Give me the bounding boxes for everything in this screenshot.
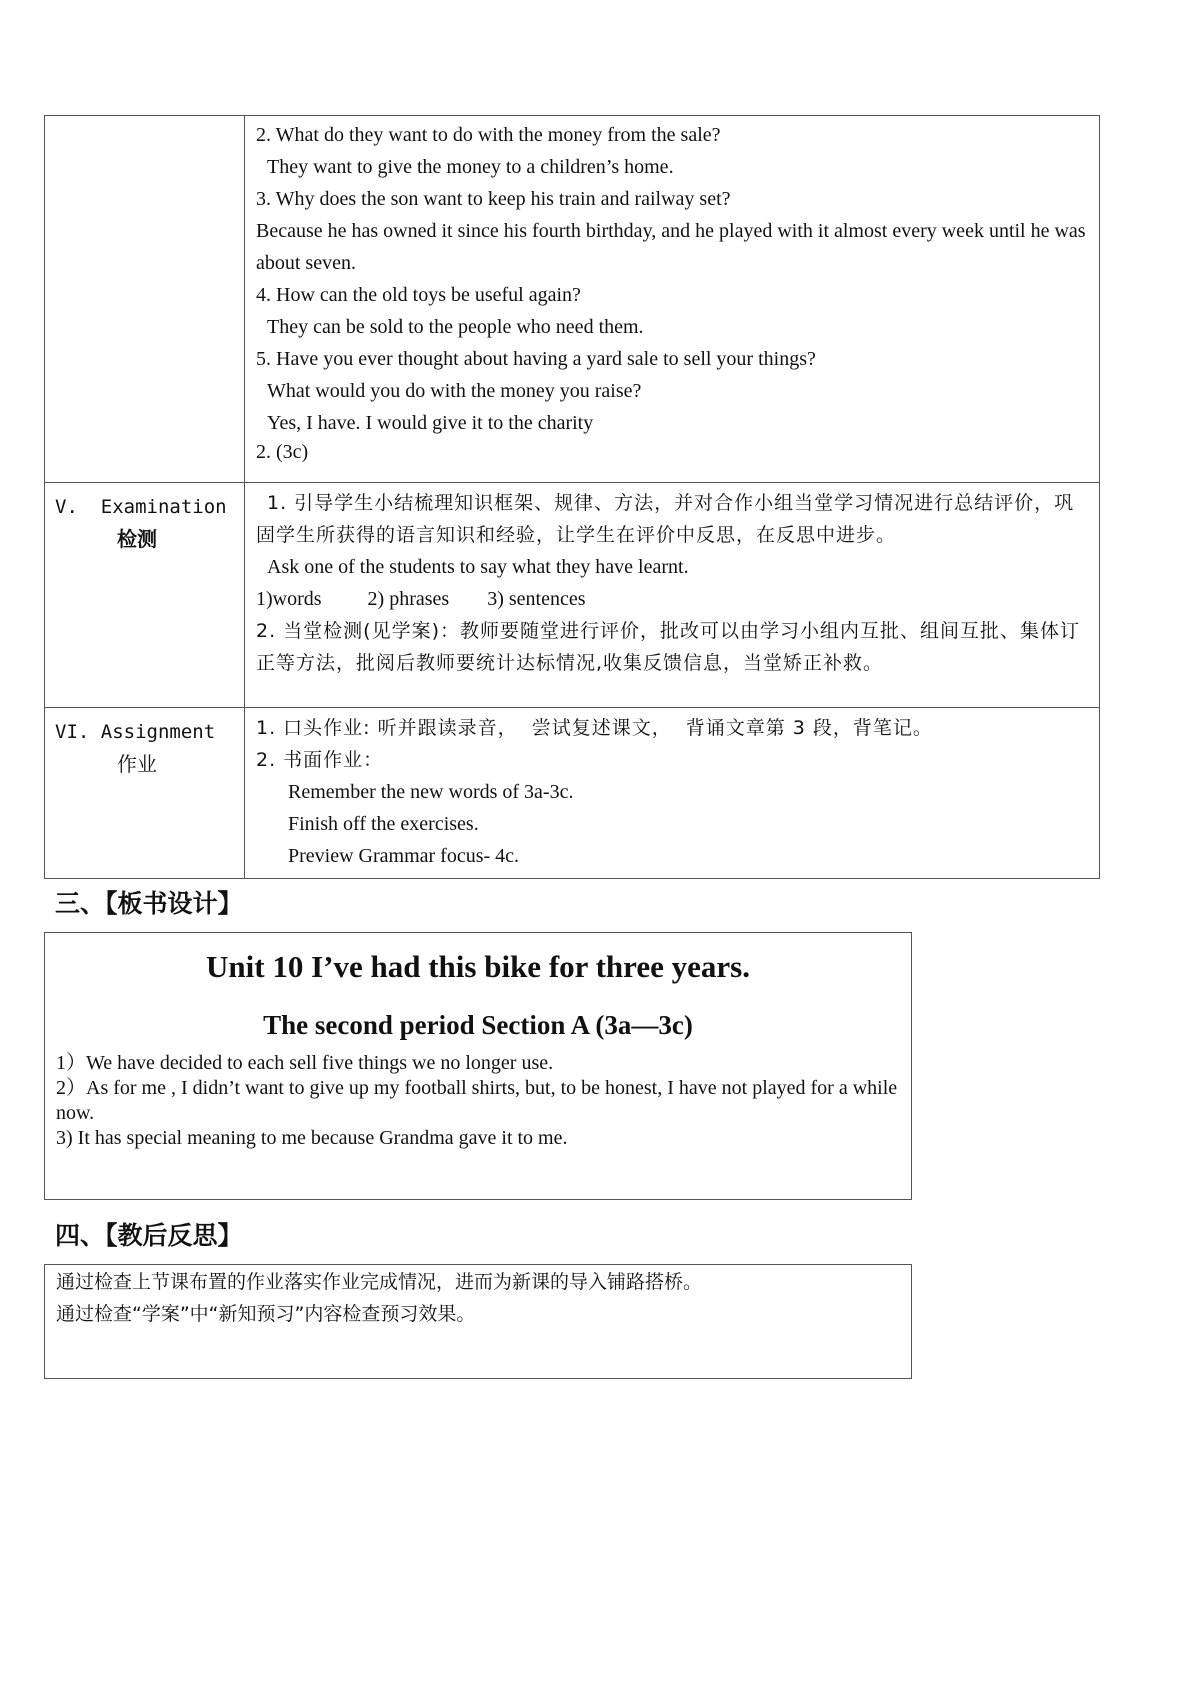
reflection-box	[44, 1264, 912, 1379]
review-items: 1)words 2) phrases 3) sentences	[256, 588, 586, 610]
examination-cell: 1. 引导学生小结梳理知识框架、规律、方法，并对合作小组当堂学习情况进行总结评价，巩固学生所获得的语言知识和经验，让学生在评价中反思，在反思中进步。 Ask one of the students to say what they have learnt. 1)words 2) phrases 3) sentences 2. 当堂检测(见学案)：教师要随堂进行评价，批改可以由学习小组内互批、组间互批、集体订正等方法，批阅后教师要统计达标情况,收集反馈信息，当堂矫正补救。	[245, 483, 1100, 708]
reflection-line: 通过检查上节课布置的作业落实作业完成情况，进而为新课的导入铺路搭桥。	[56, 1271, 703, 1293]
table-row	[45, 708, 1100, 879]
board-line: 2）As for me , I didn’t want to give up my football shirts, but, to be honest, I have not played for a while now.	[56, 1077, 898, 1124]
board-design-heading: 三、【板书设计】	[55, 889, 243, 918]
answers-cell: 2. What do they want to do with the money from the sale? They want to give the money to a children’s home. 3. Why does the son want to keep his train and railway set? Because he has owned it since his fourth birthday, and he played with it almost every week until he was about seven. 4. How can the old toys be useful again? They can be sold to the people who need them. 5. Have you ever thought about having a yard sale to sell your things? What would you do with the money you raise? Yes, I have. I would give it to the charity 2. (3c)	[245, 116, 1100, 483]
board-line: 3) It has special meaning to me because Grandma gave it to me.	[56, 1127, 568, 1149]
board-line: 1）We have decided to each sell five things we no longer use.	[56, 1052, 554, 1074]
board-subtitle: The second period Section A (3a—3c)	[263, 1010, 693, 1040]
reflection-line: 通过检查“学案”中“新知预习”内容检查预习效果。	[56, 1303, 476, 1325]
reflection-heading: 四、【教后反思】	[55, 1221, 243, 1250]
table-row	[45, 116, 1100, 483]
board-title: Unit 10 I’ve had this bike for three years.	[206, 949, 750, 984]
board-design-box	[44, 932, 912, 1200]
assignment-cell: 1. 口头作业: 听并跟读录音， 尝试复述课文， 背诵文章第 3 段，背笔记。 2. 书面作业： Remember the new words of 3a-3c. Finish off the exercises. Preview Grammar focus- 4c.	[245, 708, 1100, 879]
lesson-table	[44, 115, 1100, 879]
row-label-examination: V. Examination 检测	[45, 483, 245, 708]
table-row	[45, 483, 1100, 708]
row-label-empty	[45, 116, 245, 483]
row-label-assignment: VI. Assignment 作业	[45, 708, 245, 879]
